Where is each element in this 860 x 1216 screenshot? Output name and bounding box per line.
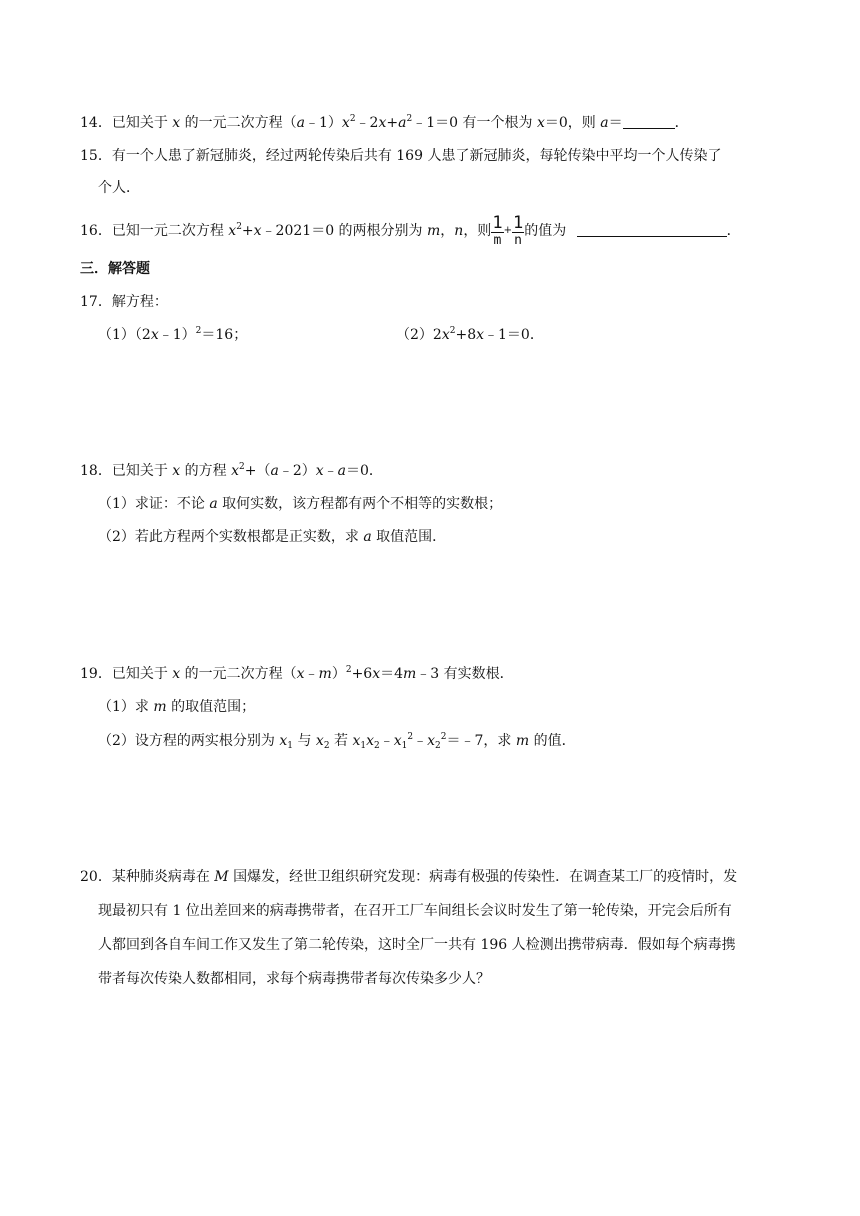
question-18-part-1: （1）求证：不论 a 取何实数，该方程都有两个不相等的实数根；: [98, 496, 503, 512]
question-18-part-2: （2）若此方程两个实数根都是正实数，求 a 取值范围．: [98, 529, 447, 545]
question-15-line2: 个人．: [98, 180, 140, 196]
question-19: 19．已知关于 x 的一元二次方程（x﹣m）$^2$+6x＝4m﹣3 有实数根．: [80, 665, 514, 682]
question-17-part-1: （1）（2x﹣1）$^2$＝16；: [98, 326, 248, 343]
question-20: 20．某种肺炎病毒在 M 国爆发，经世卫组织研究发现：病毒有极强的传染性．在调查某工厂的疫情时，发: [80, 869, 738, 885]
question-15: 15．有一个人患了新冠肺炎，经过两轮传染后共有 169 人患了新冠肺炎，每轮传染中平均一个人传染了: [80, 148, 722, 164]
question-20-line2: 现最初只有 1 位出差回来的病毒携带者，在召开工厂车间组长会议时发生了第一轮传染，开完会后所有: [98, 903, 732, 919]
question-20-line3: 人都回到各自车间工作又发生了第二轮传染，这时全厂一共有 196 人检测出携带病毒．假如每个病毒携: [98, 937, 736, 953]
question-19-part-2: （2）设方程的两实根分别为 $x_1$ 与 $x_2$ 若 $x_1x_2﹣x_1^2﹣x_2^2=﹣7$，求 m 的值．: [98, 732, 576, 751]
fraction-1-over-n: $\frac{1}{n}$: [512, 212, 524, 248]
question-16: 16．已知一元二次方程 $x^2+x﹣2021=0$ 的两根分别为 m，n，则 $\frac{1}{m}$ + $\frac{1}{n}$ 的值为 ．: [80, 212, 741, 248]
question-20-line4: 带者每次传染人数都相同，求每个病毒携带者每次传染多少人？: [98, 971, 490, 987]
section-heading: 三．解答题: [80, 261, 150, 277]
fraction-1-over-m: $\frac{1}{m}$: [492, 212, 503, 248]
answer-blank[interactable]: [623, 114, 675, 129]
question-19-part-1: （1）求 m 的取值范围；: [98, 699, 256, 715]
question-18: 18．已知关于 x 的方程 $x^2+(a﹣2)x﹣a=0$．: [80, 462, 383, 479]
question-14: 14．已知关于 x 的一元二次方程$(a﹣1)x^2﹣2x+a^2﹣1=0$ 有一个根为 x＝0，则 a＝ ．: [80, 114, 689, 131]
question-17: 17．解方程：: [80, 294, 168, 310]
answer-blank[interactable]: [577, 222, 727, 237]
question-17-part-2: $(2)2x^2+8x﹣1=0$．: [396, 326, 544, 343]
